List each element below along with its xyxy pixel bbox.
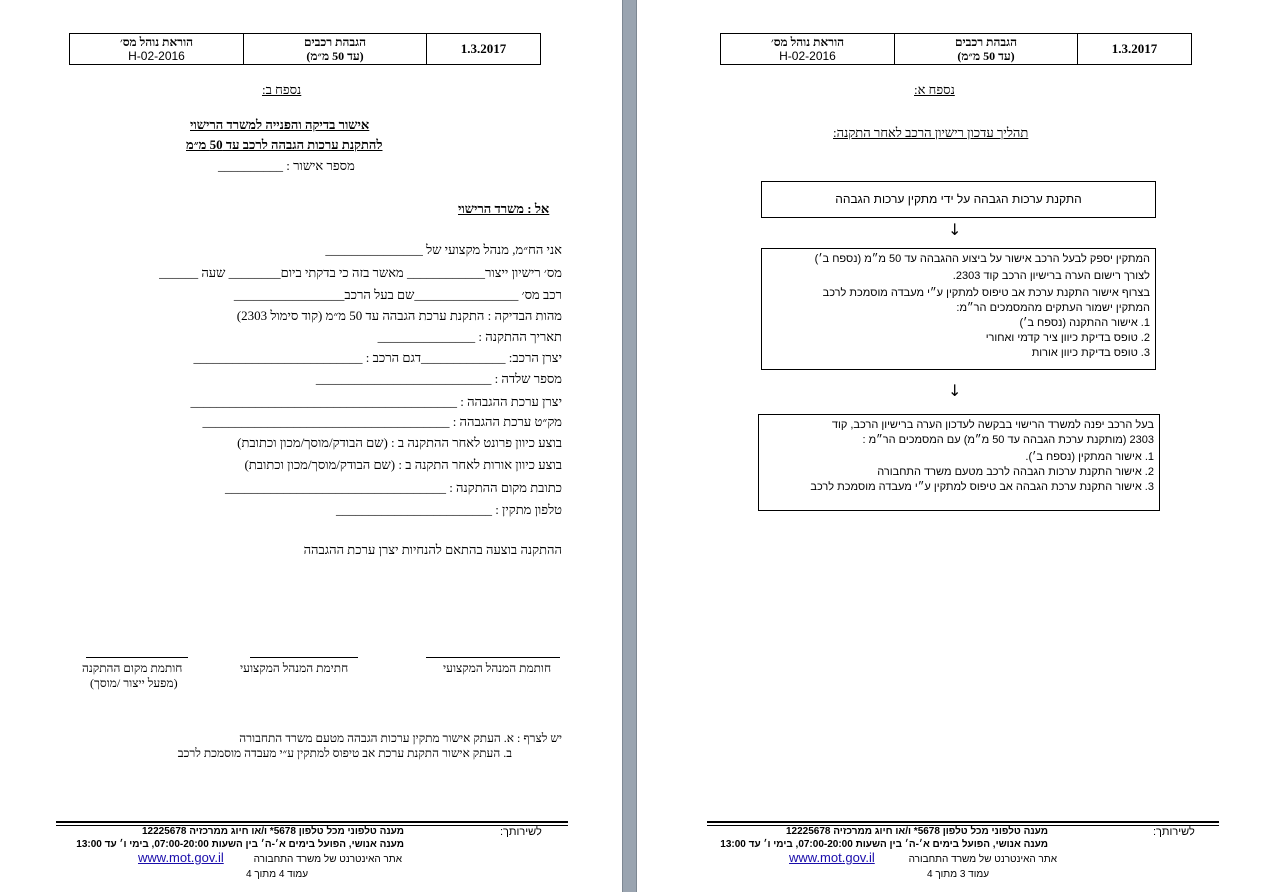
signature-line-site (86, 657, 188, 658)
flow-box-installation-text: התקנת ערכות הגבהה על ידי מתקין ערכות הגבהה (835, 192, 1082, 206)
page-divider (622, 0, 637, 892)
flow-box-installer-line: בצרוף אישור התקנת ערכת אב טיפוס למתקין ע״י מעבדה מוסמכת לרכב (822, 287, 1150, 299)
footer-site-label: אתר האינטרנט של משרד התחבורה (908, 854, 1057, 865)
footer-phone: מענה טלפוני מכל טלפון 5678* ו/או חיוג ממרכזיה 12225678 (785, 826, 1048, 837)
installation-statement: ההתקנה בוצעה בהתאם להנחיות יצרן ערכת ההגבהה (303, 542, 562, 557)
form-title-line2: להתקנת ערכות הגבהה לרכב עד 50 מ״מ (186, 137, 383, 152)
footer-for-service: לשירותך: (500, 826, 542, 838)
header-subject-line2: (עד 50 מ״מ) (306, 49, 364, 63)
flow-box-installation (761, 181, 1156, 218)
approval-number: מספר אישור : __________ (218, 158, 355, 173)
sig-label-site-sub: (מפעל ייצור /מוסך) (90, 676, 178, 690)
page-number: עמוד 4 מתוך 4 (246, 869, 309, 880)
addressee: אל : משרד הרישוי (458, 201, 550, 216)
form-line: בוצע כיוון פרונט לאחר ההתקנה ב : (שם הבודק/מוסך/מכון וכתובת) (237, 435, 562, 450)
header-ref-label: הוראת נוהל מס׳ (119, 35, 194, 49)
header-subject-cell (894, 34, 1077, 64)
form-line: אני הח״מ, מנהל מקצועי של _______________ (325, 242, 562, 257)
form-line: טלפון מתקין : ________________________ (335, 502, 562, 517)
appendix-label: נספח א: (914, 82, 955, 97)
document-page-4 (0, 0, 622, 892)
form-line: יצרן ערכת ההגבהה : _________________________________________ (190, 394, 562, 409)
footer-url-link[interactable]: www.mot.gov.il (138, 850, 224, 865)
form-line: בוצע כיוון אורות לאחר התקנה ב : (שם הבודק/מוסך/מכון וכתובת) (244, 457, 562, 472)
flow-box-installer-line: 3. טופס בדיקת כיוון אורות (1031, 347, 1150, 359)
footer-hours: מענה אנושי, הפועל בימים א׳-ה׳ בין השעות 07:00-20:00, בימי ו׳ עד 13:00 (76, 839, 404, 850)
sig-label-pro-stamp: חותמת המנהל המקצועי (443, 661, 552, 675)
sig-label-manager: חתימת המנהל המקצועי (240, 661, 349, 675)
footer-url-link[interactable]: www.mot.gov.il (789, 850, 875, 865)
form-line: מס׳ רישיון ייצור____________ מאשר בזה כי בדקתי ביום________ שעה ______ (159, 265, 562, 280)
flow-box-owner (758, 414, 1160, 511)
header-subject-line1: הגבהת רכבים (954, 35, 1018, 49)
footer-site-label: אתר האינטרנט של משרד התחבורה (253, 854, 402, 865)
document-page-3 (637, 0, 1267, 892)
footer-phone: מענה טלפוני מכל טלפון 5678* ו/או חיוג ממרכזיה 12225678 (141, 826, 404, 837)
flow-box-owner-line: 2303 (מותקנת ערכת הגבהה עד 50 מ״מ) עם המסמכים הר״מ : (862, 434, 1154, 446)
header-subject-line1: הגבהת רכבים (303, 35, 367, 49)
form-line: יצרן הרכב: _____________דגם הרכב : __________________________ (193, 350, 562, 365)
flow-box-installer-line: המתקין יספק לבעל הרכב אישור על ביצוע ההגבהה עד 50 מ״מ (נספח ב׳) (814, 253, 1150, 265)
arrow-down-icon: ↓ (948, 381, 962, 400)
signature-line-manager (250, 657, 358, 658)
footer-for-service: לשירותך: (1153, 826, 1195, 838)
header-ref-cell (70, 34, 243, 64)
arrow-down-icon: ↓ (948, 220, 962, 239)
header-subject-cell (243, 34, 426, 64)
attachment-b: ב. העתק אישור התקנת ערכת אב טיפוס למתקין ע״י מעבדה מוסמכת לרכב (177, 746, 512, 760)
attachment-a: יש לצרף : א. העתק אישור מתקין ערכות הגבהה מטעם משרד התחבורה (239, 731, 562, 745)
form-line: תאריך ההתקנה : _______________ (377, 329, 562, 344)
header-ref-label: הוראת נוהל מס׳ (770, 35, 845, 49)
process-title: תהליך עדכון רישיון הרכב לאחר התקנה: (833, 125, 1029, 140)
form-line: מספר שלדה : ___________________________ (315, 371, 562, 386)
form-line: מהות הבדיקה : התקנת ערכת הגבהה עד 50 מ״מ (קוד סימול 2303) (236, 308, 562, 323)
header-subject-line2: (עד 50 מ״מ) (957, 49, 1015, 63)
footer-rule (56, 821, 568, 823)
flow-box-installer-line: לצורך רישום הערה ברישיון הרכב קוד 2303. (952, 270, 1150, 282)
flow-box-installer-line: 1. אישור ההתקנה (נספח ב׳) (1019, 317, 1150, 329)
flow-box-owner-line: 2. אישור התקנת ערכות הגבהה לרכב מטעם משרד התחבורה (877, 466, 1154, 478)
form-line: כתובת מקום ההתקנה : __________________________________ (224, 480, 562, 495)
form-title-line1: אישור בדיקה והפנייה למשרד הרישוי (190, 117, 370, 132)
header-date: 1.3.2017 (426, 34, 540, 64)
form-line: רכב מס׳ ________________שם בעל הרכב_________________ (233, 287, 562, 302)
signature-line-pro-stamp (426, 657, 560, 658)
footer-rule (707, 821, 1219, 823)
header-table (69, 33, 541, 65)
sig-label-site: חותמת מקום ההתקנה (82, 661, 183, 675)
header-ref-cell (721, 34, 894, 64)
flow-box-owner-line: בעל הרכב יפנה למשרד הרישוי בבקשה לעדכון הערה ברישיון הרכב, קוד (831, 419, 1154, 431)
flow-box-owner-line: 1. אישור המתקין (נספח ב׳). (1025, 451, 1154, 463)
appendix-label: נספח ב: (262, 82, 302, 97)
page-number: עמוד 3 מתוך 4 (927, 869, 990, 880)
flow-box-owner-line: 3. אישור התקנת ערכת הגבהה אב טיפוס למתקין ע״י מעבדה מוסמכת לרכב (810, 481, 1154, 493)
flow-box-installer-line: המתקין ישמור העתקים מהמסמכים הר״מ: (956, 302, 1150, 314)
header-date: 1.3.2017 (1077, 34, 1191, 64)
header-ref-code: H-02-2016 (128, 49, 185, 63)
flow-box-installer-line: 2. טופס בדיקת כיוון ציר קדמי ואחורי (985, 332, 1150, 344)
flow-box-installer (761, 248, 1156, 370)
header-ref-code: H-02-2016 (779, 49, 836, 63)
header-table (720, 33, 1192, 65)
footer-hours: מענה אנושי, הפועל בימים א׳-ה׳ בין השעות 07:00-20:00, בימי ו׳ עד 13:00 (720, 839, 1048, 850)
form-line: מק״ט ערכת ההגבהה : ______________________________________ (202, 414, 562, 429)
